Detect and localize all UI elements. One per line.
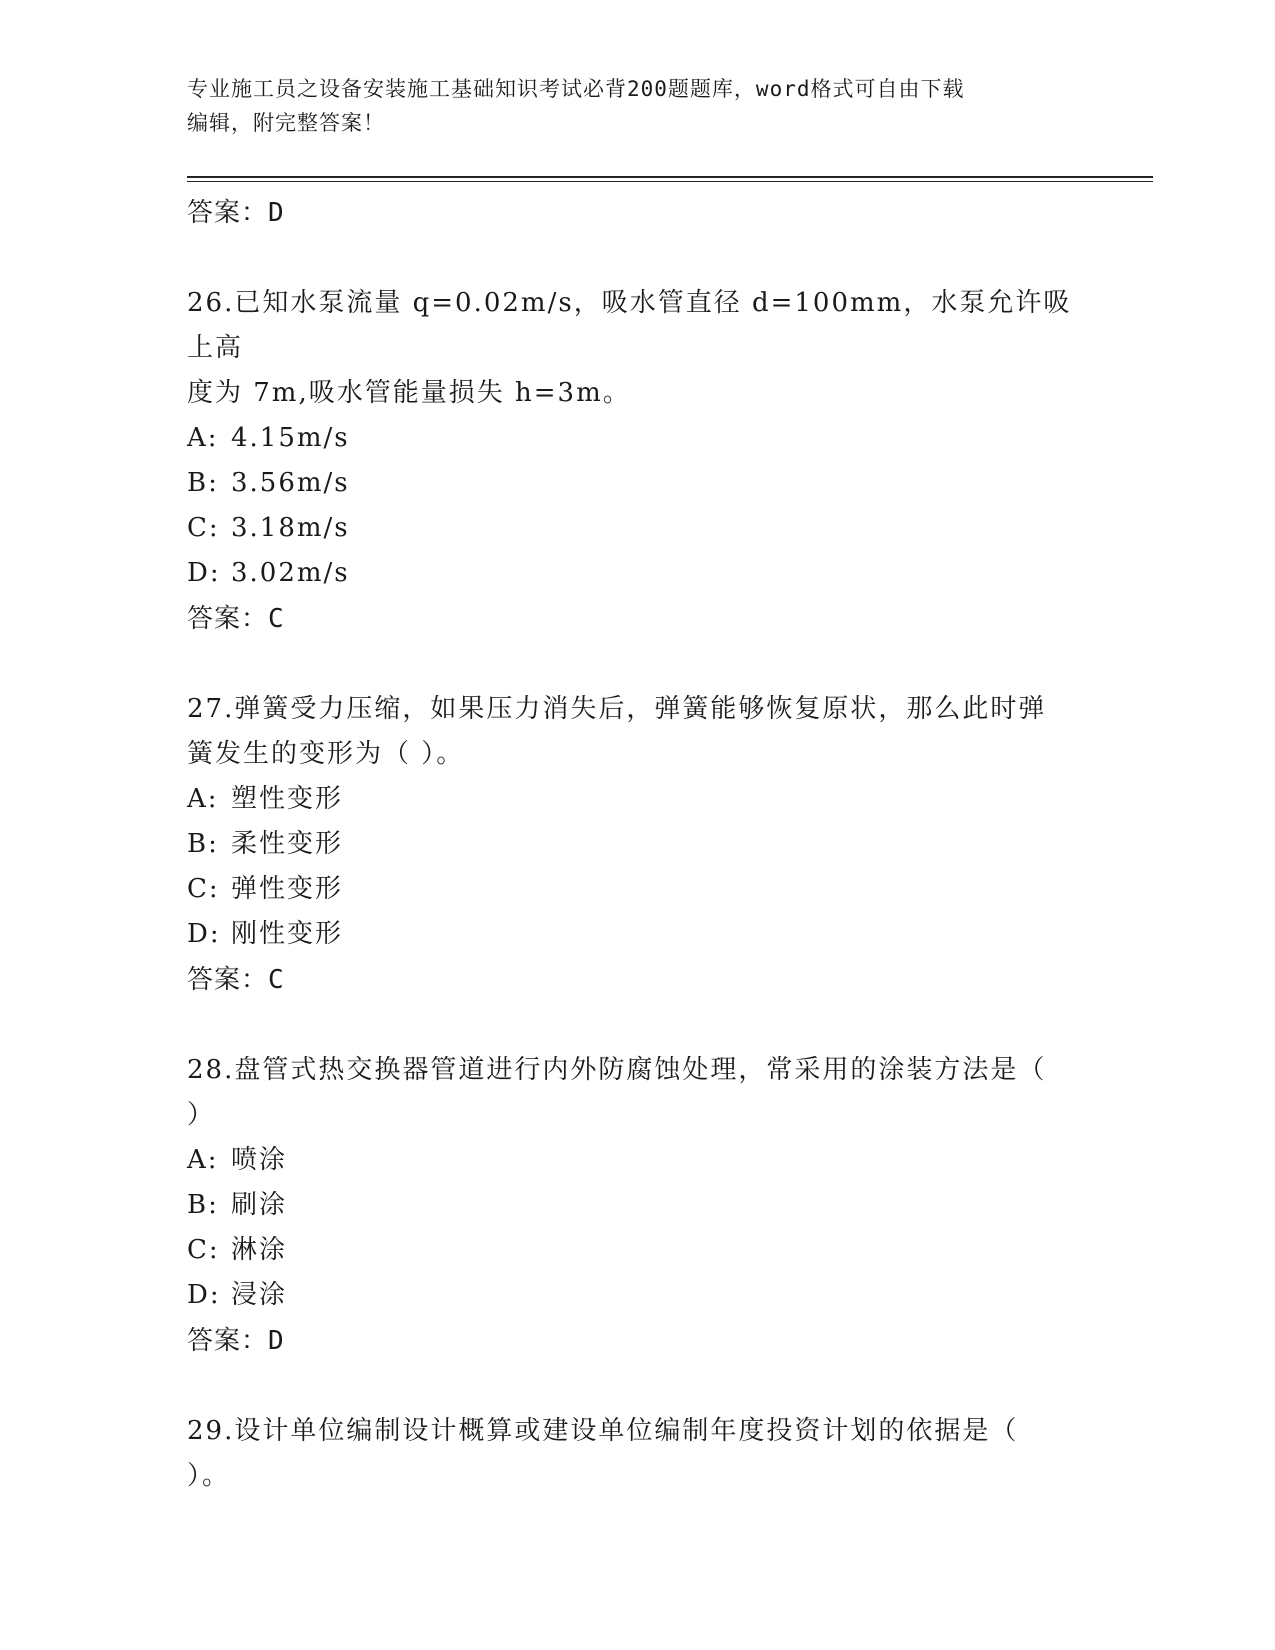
question-27 [187, 687, 1087, 1003]
answer-line: 答案：C [187, 965, 285, 995]
option-a: A: 4.15m/s [187, 423, 350, 453]
question-stem: 26.已知水泵流量 q=0.02m/s，吸水管直径 d=100mm，水泵允许吸上高 度为 7m,吸水管能量损失 h=3m。 [187, 288, 1072, 408]
question-26 [187, 281, 1087, 642]
question-stem: 29.设计单位编制设计概算或建设单位编制年度投资计划的依据是（ ）。 [187, 1416, 1019, 1491]
option-d: D: 浸涂 [187, 1280, 288, 1310]
option-c: C: 淋涂 [187, 1235, 288, 1265]
option-d: D: 刚性变形 [187, 919, 344, 949]
header-divider-thin [187, 181, 1153, 182]
option-d: D: 3.02m/s [187, 558, 350, 588]
header-divider-thick [187, 176, 1153, 178]
answer-line: 答案：D [187, 1326, 285, 1356]
spacer [187, 1003, 1087, 1048]
option-b: B: 3.56m/s [187, 468, 350, 498]
header-line-2: 编辑，附完整答案！ [187, 111, 385, 135]
question-list [187, 190, 1087, 1499]
spacer [187, 1364, 1087, 1409]
answer-line: 答案：C [187, 604, 285, 634]
option-c: C: 弹性变形 [187, 874, 344, 904]
spacer [187, 236, 1087, 281]
option-a: A: 喷涂 [187, 1145, 288, 1175]
question-stem: 28.盘管式热交换器管道进行内外防腐蚀处理，常采用的涂装方法是（ ） [187, 1055, 1047, 1130]
option-b: B: 柔性变形 [187, 829, 344, 859]
question-29 [187, 1409, 1087, 1499]
option-a: A: 塑性变形 [187, 784, 344, 814]
option-b: B: 刷涂 [187, 1190, 288, 1220]
option-c: C: 3.18m/s [187, 513, 350, 543]
answer-line: 答案：D [187, 198, 285, 228]
question-stem: 27.弹簧受力压缩，如果压力消失后，弹簧能够恢复原状，那么此时弹 簧发生的变形为（ ）。 [187, 694, 1047, 769]
question-28 [187, 1048, 1087, 1364]
document-header [187, 72, 1087, 140]
header-line-1: 专业施工员之设备安装施工基础知识考试必背200题题库，word格式可自由下载 [187, 77, 965, 101]
spacer [187, 642, 1087, 687]
